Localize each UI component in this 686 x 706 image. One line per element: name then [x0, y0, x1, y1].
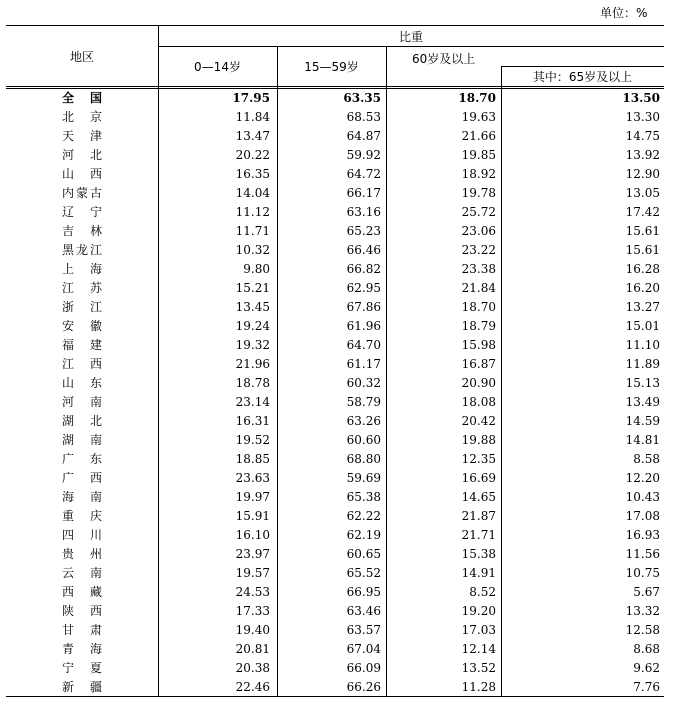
region-name: 安徽 [62, 319, 102, 333]
value-65-plus: 16.28 [625, 262, 660, 276]
header-divider [501, 66, 502, 86]
value-60-plus: 14.91 [461, 566, 496, 580]
region-name: 青海 [62, 642, 102, 656]
value-60-plus: 18.70 [458, 91, 496, 105]
table-row [6, 260, 664, 279]
region-name: 吉林 [62, 224, 102, 238]
value-65-plus: 13.05 [625, 186, 660, 200]
value-15-59: 63.26 [346, 414, 381, 428]
table-header [6, 26, 664, 86]
value-65-plus: 5.67 [633, 585, 660, 599]
table-row [6, 355, 664, 374]
table-row [6, 184, 664, 203]
table-row [6, 545, 664, 564]
value-60-plus: 17.03 [461, 623, 496, 637]
region-name: 贵州 [62, 547, 102, 561]
value-60-plus: 14.65 [461, 490, 496, 504]
value-65-plus: 12.20 [625, 471, 660, 485]
value-65-plus: 14.81 [625, 433, 660, 447]
region-name: 广东 [62, 452, 102, 466]
value-65-plus: 13.50 [622, 91, 660, 105]
value-60-plus: 21.71 [461, 528, 496, 542]
value-60-plus: 20.90 [461, 376, 496, 390]
value-0-14: 20.22 [235, 148, 270, 162]
header-rule [6, 86, 664, 87]
value-65-plus: 16.93 [625, 528, 660, 542]
value-15-59: 66.26 [346, 680, 381, 694]
value-0-14: 20.38 [235, 661, 270, 675]
value-0-14: 9.80 [243, 262, 270, 276]
table-row [6, 659, 664, 678]
table-row [6, 412, 664, 431]
region-name: 海南 [62, 490, 102, 504]
value-60-plus: 19.78 [461, 186, 496, 200]
table-row [6, 317, 664, 336]
table-row [6, 203, 664, 222]
region-name: 新疆 [62, 680, 102, 694]
region-name: 云南 [62, 566, 102, 580]
region-name: 广西 [62, 471, 102, 485]
value-65-plus: 11.56 [625, 547, 660, 561]
value-60-plus: 18.70 [461, 300, 496, 314]
value-65-plus: 10.43 [625, 490, 660, 504]
col-header-0-14: 0—14岁 [194, 59, 241, 74]
value-60-plus: 20.42 [461, 414, 496, 428]
table-row [6, 146, 664, 165]
value-60-plus: 16.69 [461, 471, 496, 485]
value-60-plus: 8.52 [469, 585, 496, 599]
value-15-59: 67.04 [346, 642, 381, 656]
table-row [6, 678, 664, 697]
table-row [6, 374, 664, 393]
value-0-14: 15.91 [235, 509, 270, 523]
table-body [6, 89, 664, 697]
value-0-14: 19.40 [235, 623, 270, 637]
value-65-plus: 13.27 [625, 300, 660, 314]
region-name: 浙江 [62, 300, 102, 314]
value-0-14: 18.78 [235, 376, 270, 390]
region-name: 北京 [62, 110, 102, 124]
value-15-59: 60.60 [346, 433, 381, 447]
value-65-plus: 8.68 [633, 642, 660, 656]
value-65-plus: 13.30 [625, 110, 660, 124]
value-60-plus: 21.66 [461, 129, 496, 143]
value-15-59: 66.46 [346, 243, 381, 257]
value-60-plus: 15.38 [461, 547, 496, 561]
region-name: 内蒙古 [62, 186, 102, 200]
value-60-plus: 23.38 [461, 262, 496, 276]
value-15-59: 67.86 [346, 300, 381, 314]
value-15-59: 59.69 [346, 471, 381, 485]
value-0-14: 10.32 [235, 243, 270, 257]
table-row [6, 621, 664, 640]
value-0-14: 23.14 [235, 395, 270, 409]
value-15-59: 63.16 [346, 205, 381, 219]
value-0-14: 13.45 [235, 300, 270, 314]
header-divider [386, 46, 387, 86]
value-60-plus: 23.06 [461, 224, 496, 238]
value-15-59: 68.53 [346, 110, 381, 124]
value-65-plus: 14.59 [625, 414, 660, 428]
table-row [6, 279, 664, 298]
value-65-plus: 11.89 [625, 357, 660, 371]
value-15-59: 68.80 [346, 452, 381, 466]
value-15-59: 65.38 [346, 490, 381, 504]
value-65-plus: 8.58 [633, 452, 660, 466]
group-header: 比重 [398, 29, 423, 44]
unit-label: 单位：% [600, 6, 648, 20]
value-0-14: 14.04 [235, 186, 270, 200]
value-15-59: 66.82 [346, 262, 381, 276]
region-name: 江西 [62, 357, 102, 371]
value-0-14: 15.21 [235, 281, 270, 295]
value-0-14: 20.81 [235, 642, 270, 656]
table-row [6, 450, 664, 469]
value-15-59: 66.95 [346, 585, 381, 599]
region-name: 黑龙江 [62, 243, 102, 257]
value-65-plus: 12.58 [625, 623, 660, 637]
value-0-14: 11.71 [235, 224, 270, 238]
value-15-59: 60.32 [346, 376, 381, 390]
value-0-14: 16.31 [235, 414, 270, 428]
value-15-59: 66.09 [346, 661, 381, 675]
value-15-59: 63.46 [346, 604, 381, 618]
header-divider [277, 46, 278, 86]
value-0-14: 24.53 [235, 585, 270, 599]
value-65-plus: 10.75 [625, 566, 660, 580]
value-0-14: 18.85 [235, 452, 270, 466]
value-0-14: 19.24 [235, 319, 270, 333]
value-65-plus: 13.92 [625, 148, 660, 162]
table-row [6, 393, 664, 412]
region-name: 江苏 [62, 281, 102, 295]
table-row [6, 602, 664, 621]
value-60-plus: 19.20 [461, 604, 496, 618]
table-row [6, 507, 664, 526]
value-15-59: 61.96 [346, 319, 381, 333]
col-header-15-59: 15—59岁 [304, 59, 359, 74]
value-0-14: 22.46 [235, 680, 270, 694]
value-60-plus: 19.88 [461, 433, 496, 447]
header-divider [158, 26, 159, 86]
value-65-plus: 9.62 [633, 661, 660, 675]
value-0-14: 17.95 [232, 91, 270, 105]
value-65-plus: 16.20 [625, 281, 660, 295]
value-60-plus: 18.92 [461, 167, 496, 181]
value-0-14: 17.33 [235, 604, 270, 618]
value-65-plus: 15.61 [625, 224, 660, 238]
table-row [6, 108, 664, 127]
table-row [6, 583, 664, 602]
value-60-plus: 15.98 [461, 338, 496, 352]
region-name: 福建 [62, 338, 102, 352]
value-0-14: 19.32 [235, 338, 270, 352]
region-name: 宁夏 [62, 661, 102, 675]
value-65-plus: 15.01 [625, 319, 660, 333]
value-60-plus: 21.87 [461, 509, 496, 523]
value-60-plus: 19.63 [461, 110, 496, 124]
value-15-59: 62.19 [346, 528, 381, 542]
value-15-59: 64.87 [346, 129, 381, 143]
table-row [6, 526, 664, 545]
header-divider [158, 46, 664, 47]
table-row [6, 640, 664, 659]
table-row [6, 336, 664, 355]
region-name: 湖北 [62, 414, 102, 428]
value-0-14: 21.96 [235, 357, 270, 371]
value-0-14: 16.35 [235, 167, 270, 181]
value-60-plus: 18.79 [461, 319, 496, 333]
value-15-59: 60.65 [346, 547, 381, 561]
col-header-65-plus: 其中：65岁及以上 [532, 69, 633, 84]
population-age-table [6, 25, 664, 697]
value-0-14: 19.97 [235, 490, 270, 504]
table-row [6, 222, 664, 241]
region-name: 河北 [62, 148, 102, 162]
value-60-plus: 25.72 [461, 205, 496, 219]
value-15-59: 64.70 [346, 338, 381, 352]
value-60-plus: 19.85 [461, 148, 496, 162]
value-65-plus: 14.75 [625, 129, 660, 143]
value-15-59: 66.17 [346, 186, 381, 200]
table-row [6, 564, 664, 583]
value-0-14: 11.12 [235, 205, 270, 219]
table-row [6, 298, 664, 317]
table-row [6, 488, 664, 507]
value-15-59: 65.23 [346, 224, 381, 238]
region-name: 陕西 [62, 604, 102, 618]
value-65-plus: 15.61 [625, 243, 660, 257]
value-0-14: 23.63 [235, 471, 270, 485]
value-15-59: 62.95 [346, 281, 381, 295]
table-row [6, 127, 664, 146]
region-name: 甘肃 [62, 623, 102, 637]
region-name: 河南 [62, 395, 102, 409]
value-65-plus: 7.76 [633, 680, 660, 694]
value-65-plus: 12.90 [625, 167, 660, 181]
region-name: 山西 [62, 167, 102, 181]
value-60-plus: 23.22 [461, 243, 496, 257]
value-65-plus: 15.13 [625, 376, 660, 390]
region-name: 西藏 [62, 585, 102, 599]
value-15-59: 59.92 [346, 148, 381, 162]
value-15-59: 63.35 [343, 91, 381, 105]
value-0-14: 19.52 [235, 433, 270, 447]
region-name: 山东 [62, 376, 102, 390]
value-60-plus: 21.84 [461, 281, 496, 295]
region-name: 辽宁 [62, 205, 102, 219]
value-65-plus: 17.08 [625, 509, 660, 523]
value-65-plus: 11.10 [625, 338, 660, 352]
region-name: 天津 [62, 129, 102, 143]
value-15-59: 64.72 [346, 167, 381, 181]
region-name: 四川 [62, 528, 102, 542]
value-15-59: 63.57 [346, 623, 381, 637]
value-0-14: 23.97 [235, 547, 270, 561]
value-60-plus: 13.52 [461, 661, 496, 675]
region-name: 全国 [62, 91, 102, 105]
value-60-plus: 12.35 [461, 452, 496, 466]
value-60-plus: 18.08 [461, 395, 496, 409]
value-65-plus: 13.32 [625, 604, 660, 618]
table-row [6, 89, 664, 108]
value-60-plus: 12.14 [461, 642, 496, 656]
region-name: 湖南 [62, 433, 102, 447]
region-header: 地区 [69, 49, 94, 64]
value-15-59: 58.79 [346, 395, 381, 409]
table-row [6, 469, 664, 488]
region-name: 上海 [62, 262, 102, 276]
value-0-14: 13.47 [235, 129, 270, 143]
value-60-plus: 11.28 [461, 680, 496, 694]
value-0-14: 19.57 [235, 566, 270, 580]
value-65-plus: 17.42 [625, 205, 660, 219]
table-row [6, 241, 664, 260]
col-header-60-plus: 60岁及以上 [412, 51, 476, 66]
value-15-59: 65.52 [346, 566, 381, 580]
table-row [6, 431, 664, 450]
value-15-59: 61.17 [346, 357, 381, 371]
value-0-14: 11.84 [235, 110, 270, 124]
value-60-plus: 16.87 [461, 357, 496, 371]
header-divider [501, 66, 664, 67]
value-15-59: 62.22 [346, 509, 381, 523]
table-row [6, 165, 664, 184]
value-65-plus: 13.49 [625, 395, 660, 409]
region-name: 重庆 [62, 509, 102, 523]
value-0-14: 16.10 [235, 528, 270, 542]
